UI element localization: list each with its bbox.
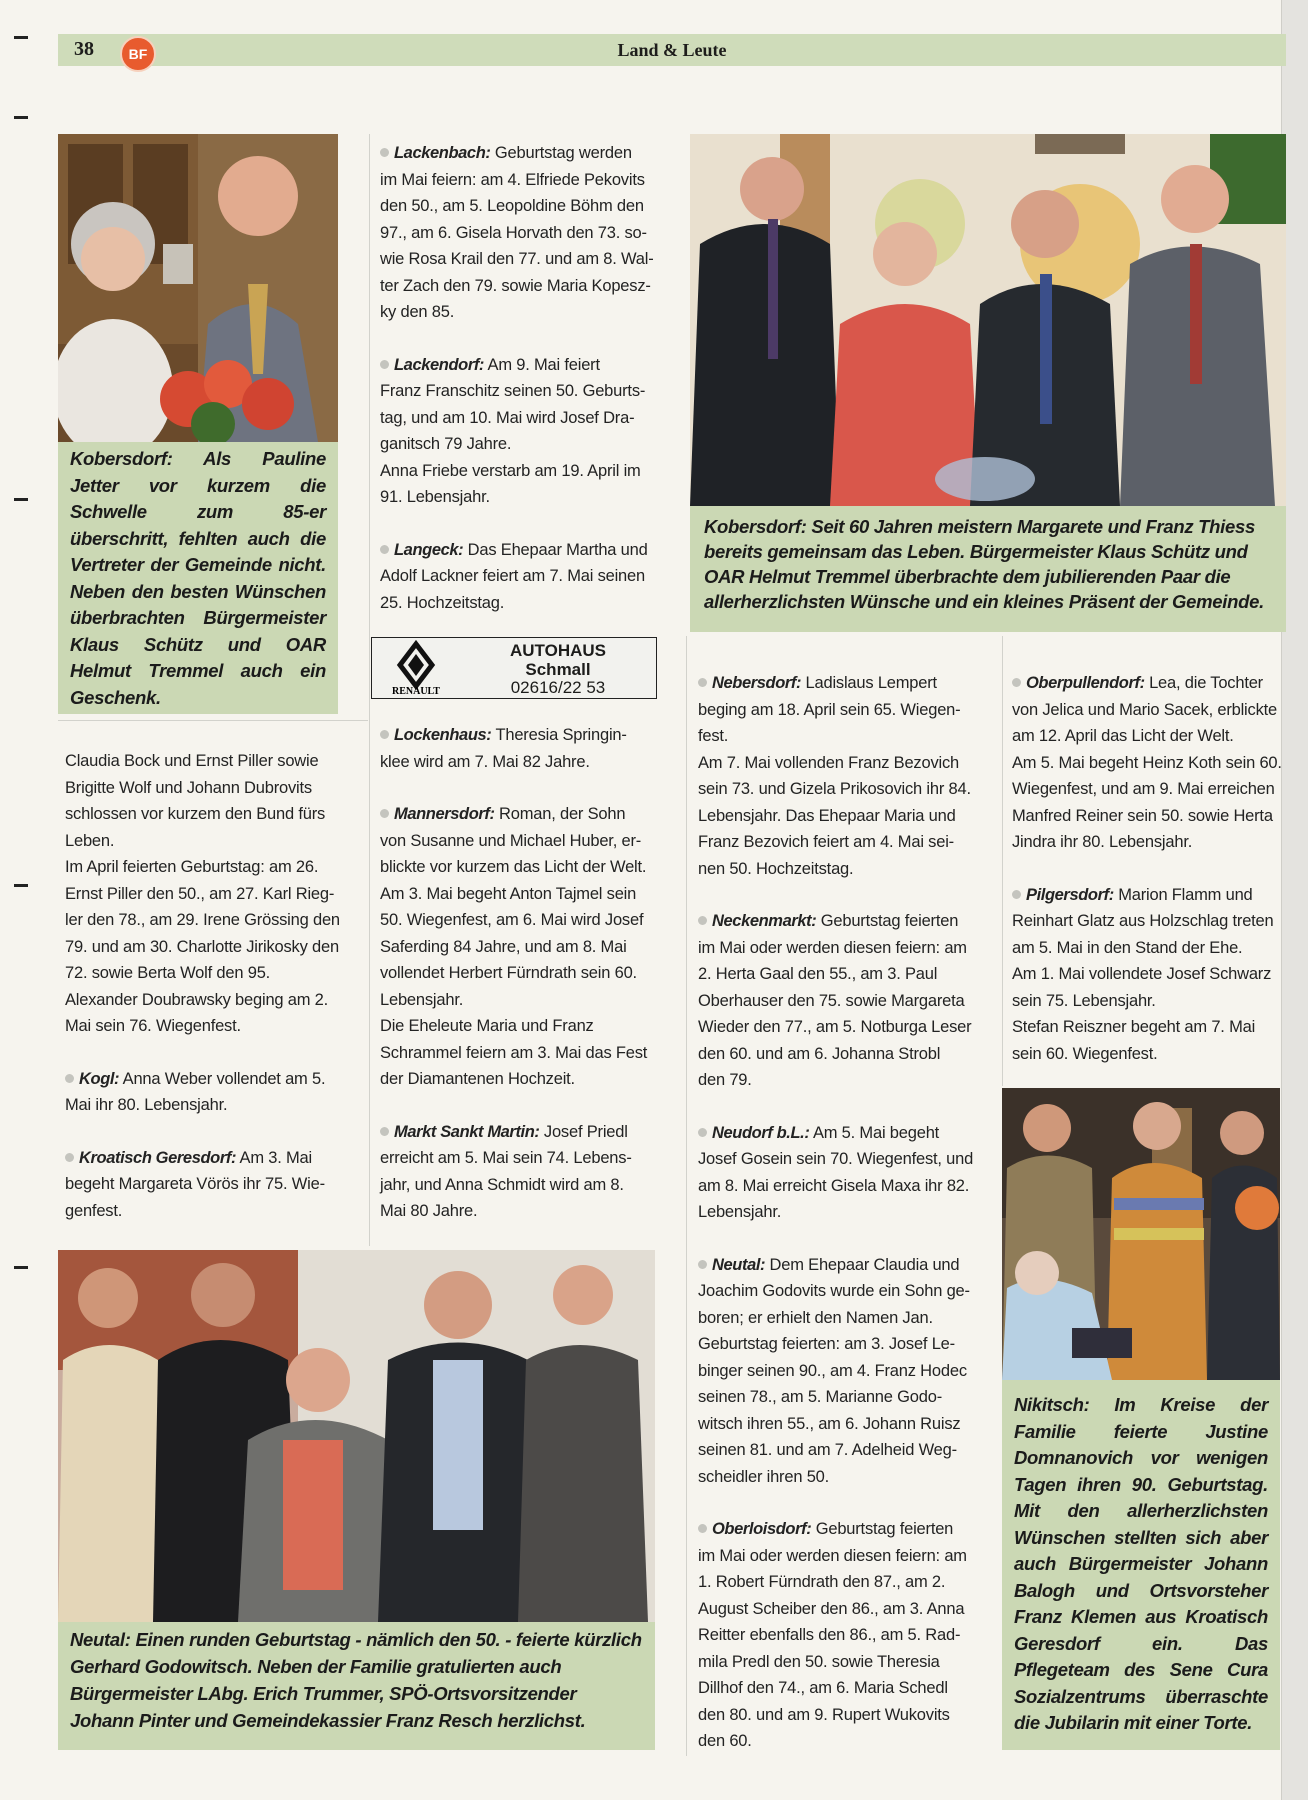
bullet-icon xyxy=(698,1524,707,1533)
column-rule xyxy=(1002,636,1003,1086)
bullet-icon xyxy=(380,730,389,739)
bullet-icon xyxy=(1012,678,1021,687)
margin-mark xyxy=(14,36,28,39)
photo-neutal-godowitsch xyxy=(58,1250,655,1622)
entry-neutal: Neutal: Dem Ehepaar Claudia und Joachim Godovits wurde ein Sohn ge- boren; er erhielt den Namen Jan. Geburtstag feierten: am 3. Josef Le- binger seinen 90., am 4. Franz Hodec seinen 78., am 5. Marianne Godo- witsch ihren 55., am 6. Johann Ruisz seinen 81. und am 7. Adelheid Weg- scheidler ihren 50. xyxy=(698,1255,970,1486)
entry-nebersdorf: Nebersdorf: Ladislaus Lempert beging am 18. April sein 65. Wiegen- fest. Am 7. Mai vollenden Franz Bezovich sein 73. und Gizela Prikosovich ihr 84. Lebensjahr. Das Ehepaar Maria und Franz Bezovich feiert am 4. Mai sei- nen 50. Hochzeitstag. xyxy=(698,674,971,878)
entry-markt-sankt-martin: Markt Sankt Martin: Josef Priedl erreicht am 5. Mai sein 74. Lebens- jahr, und Anna Schmidt wird am 8. Mai 80 Jahre. xyxy=(380,1122,632,1220)
caption-kobersdorf-thiess: Kobersdorf: Seit 60 Jahren meistern Margarete und Franz Thiess bereits gemeinsam das Leben. Bürgermeister Klaus Schütz und OAR Helmut Tremmel überbrachte dem jubilierenden Paar die allerherzlichsten Wünsche und ein kleines Präsent der Gemeinde. xyxy=(690,506,1286,632)
column-rule xyxy=(369,134,370,1246)
bullet-icon xyxy=(698,1260,707,1269)
bullet-icon xyxy=(698,678,707,687)
entry-kroatisch-geresdorf: Kroatisch Geresdorf: Am 3. Mai begeht Margareta Vörös ihr 75. Wie- genfest. xyxy=(65,1148,325,1220)
paragraph-couples: Claudia Bock und Ernst Piller sowie Brigitte Wolf und Johann Dubrovits schlossen vor kurzem den Bund fürs Leben. Im April feierten Geburtstag: am 26. Ernst Piller den 50., am 27. Karl Rieg- ler den 78., am 29. Irene Grössing den 79. und am 30. Charlotte Jirikosky den 72. sowie Berta Wolf den 95. Alexander Doubrawsky beging am 2. Mai sein 76. Wiegenfest. xyxy=(65,752,340,1035)
bullet-icon xyxy=(380,1127,389,1136)
ad-autohaus-schmall[interactable] xyxy=(371,637,657,699)
caption-neutal-godowitsch: Neutal: Einen runden Geburtstag - nämlich den 50. - feierte kürzlich Gerhard Godowitsch. Neben der Familie gratulierten auch Bürgermeister LAbg. Erich Trummer, SPÖ-Ortsvorsitzender Johann Pinter und Gemeindekassier Franz Resch herzlichst. xyxy=(58,1622,655,1750)
page-header xyxy=(58,34,1286,66)
entry-neudorf: Neudorf b.L.: Am 5. Mai begeht Josef Gosein sein 70. Wiegenfest, und am 8. Mai erreicht Gisela Maxa ihr 82. Lebensjahr. xyxy=(698,1123,974,1221)
bullet-icon xyxy=(65,1153,74,1162)
column-rule xyxy=(686,636,687,1756)
photo-nikitsch xyxy=(1002,1088,1280,1380)
column-4 xyxy=(1012,670,1287,1067)
bullet-icon xyxy=(380,360,389,369)
column-3 xyxy=(698,670,998,1755)
margin-mark xyxy=(14,498,28,501)
margin-mark xyxy=(14,884,28,887)
entry-neckenmarkt: Neckenmarkt: Geburtstag feierten im Mai oder werden diesen feiern: am 2. Herta Gaal den 55., am 3. Paul Oberhauser den 75. sowie Margareta Wieder den 77., am 5. Notburga Leser den 60. und am 6. Johanna Strobl den 79. xyxy=(698,912,972,1089)
page-number: 38 xyxy=(74,38,94,60)
column-1 xyxy=(65,748,365,1224)
bullet-icon xyxy=(380,148,389,157)
caption-kobersdorf-jetter: Kobersdorf: Als Pauline Jetter vor kurzem die Schwelle zum 85-er überschritt, fehlten auch die Vertreter der Gemeinde nicht. Neben den besten Wünschen überbrachten Bürgermeister Klaus Schütz und OAR Helmut Tremmel auch ein Geschenk. xyxy=(58,442,338,714)
bullet-icon xyxy=(698,916,707,925)
photo-kobersdorf-thiess xyxy=(690,134,1286,506)
publication-logo-icon: BF xyxy=(120,36,156,72)
entry-lackendorf: Lackendorf: Am 9. Mai feiert Franz Franschitz seinen 50. Geburts- tag, und am 10. Mai wird Josef Dra- ganitsch 79 Jahre. Anna Friebe verstarb am 19. April im 91. Lebensjahr. xyxy=(380,355,646,506)
entry-kogl: Kogl: Anna Weber vollendet am 5. Mai ihr 80. Lebensjahr. xyxy=(65,1069,326,1114)
entry-oberpullendorf: Oberpullendorf: Lea, die Tochter von Jelica und Mario Sacek, erblickte am 12. April das Licht der Welt. Am 5. Mai begeht Heinz Koth sein 60. Wiegenfest, und am 9. Mai erreichen Manfred Reiner sein 50. sowie Herta Jindra ihr 80. Lebensjahr. xyxy=(1012,674,1282,851)
margin-mark xyxy=(14,116,28,119)
entry-mannersdorf: Mannersdorf: Roman, der Sohn von Susanne und Michael Huber, er- blickte vor kurzem das Licht der Welt. Am 3. Mai begeht Anton Tajmel sein 50. Wiegenfest, am 6. Mai wird Josef Saferding 84 Jahre, und am 8. Mai vollendet Herbert Fürndrath sein 60. Lebensjahr. Die Eheleute Maria und Franz Schrammel feiern am 3. Mai das Fest der Diamantenen Hochzeit. xyxy=(380,805,648,1088)
margin-mark xyxy=(14,1266,28,1269)
bullet-icon xyxy=(65,1074,74,1083)
column-2-bottom xyxy=(380,722,680,1225)
entry-langeck: Langeck: Das Ehepaar Martha und Adolf Lackner feiert am 7. Mai seinen 25. Hochzeitstag. xyxy=(380,540,648,612)
entry-lockenhaus: Lockenhaus: Theresia Springin- klee wird am 7. Mai 82 Jahre. xyxy=(380,726,627,771)
entry-lackenbach: Lackenbach: Geburtstag werden im Mai feiern: am 4. Elfriede Pekovits den 50., am 5. Leopoldine Böhm den 97., am 6. Gisela Horvath den 73. so- wie Rosa Krail den 77. und am 8. Wal- ter Zach den 79. sowie Maria Kopesz- ky den 85. xyxy=(380,144,654,321)
photo-kobersdorf-jetter xyxy=(58,134,338,442)
section-title: Land & Leute xyxy=(617,40,727,60)
column-2-top xyxy=(380,140,680,616)
bullet-icon xyxy=(380,545,389,554)
caption-nikitsch: Nikitsch: Im Kreise der Familie feierte Justine Domnanovich vor wenigen Tagen ihren 90. Geburtstag. Mit den allerherzlichsten Wünschen stellten sich aber auch Bürgermeister Johann Balogh und Ortsvorsteher Franz Klemen aus Kroatisch Geresdorf ein. Das Pflegeteam des Sene Cura Sozialzentrums überraschte die Jubilarin mit einer Torte. xyxy=(1002,1380,1280,1750)
ad-name: AUTOHAUS Schmall xyxy=(509,641,607,679)
bullet-icon xyxy=(380,809,389,818)
ad-brand: RENAULT xyxy=(392,686,440,697)
bullet-icon xyxy=(698,1128,707,1137)
bullet-icon xyxy=(1012,890,1021,899)
entry-oberloisdorf: Oberloisdorf: Geburtstag feierten im Mai oder werden diesen feiern: am 1. Robert Fürndrath den 87., am 2. August Scheiber den 86., am 3. Anna Reitter ebenfalls den 86., am 5. Rad- mila Predl den 50. sowie Theresia Dillhof den 74., am 6. Maria Schedl den 80. und am 9. Rupert Wukovits den 60. xyxy=(698,1520,967,1750)
entry-pilgersdorf: Pilgersdorf: Marion Flamm und Reinhart Glatz aus Holzschlag treten am 5. Mai in den Stand der Ehe. Am 1. Mai vollendete Josef Schwarz sein 75. Lebensjahr. Stefan Reiszner begeht am 7. Mai sein 60. Wiegenfest. xyxy=(1012,885,1274,1063)
ad-phone: 02616/22 53 xyxy=(510,678,606,697)
row-rule xyxy=(58,720,368,721)
renault-logo-icon xyxy=(372,638,460,697)
